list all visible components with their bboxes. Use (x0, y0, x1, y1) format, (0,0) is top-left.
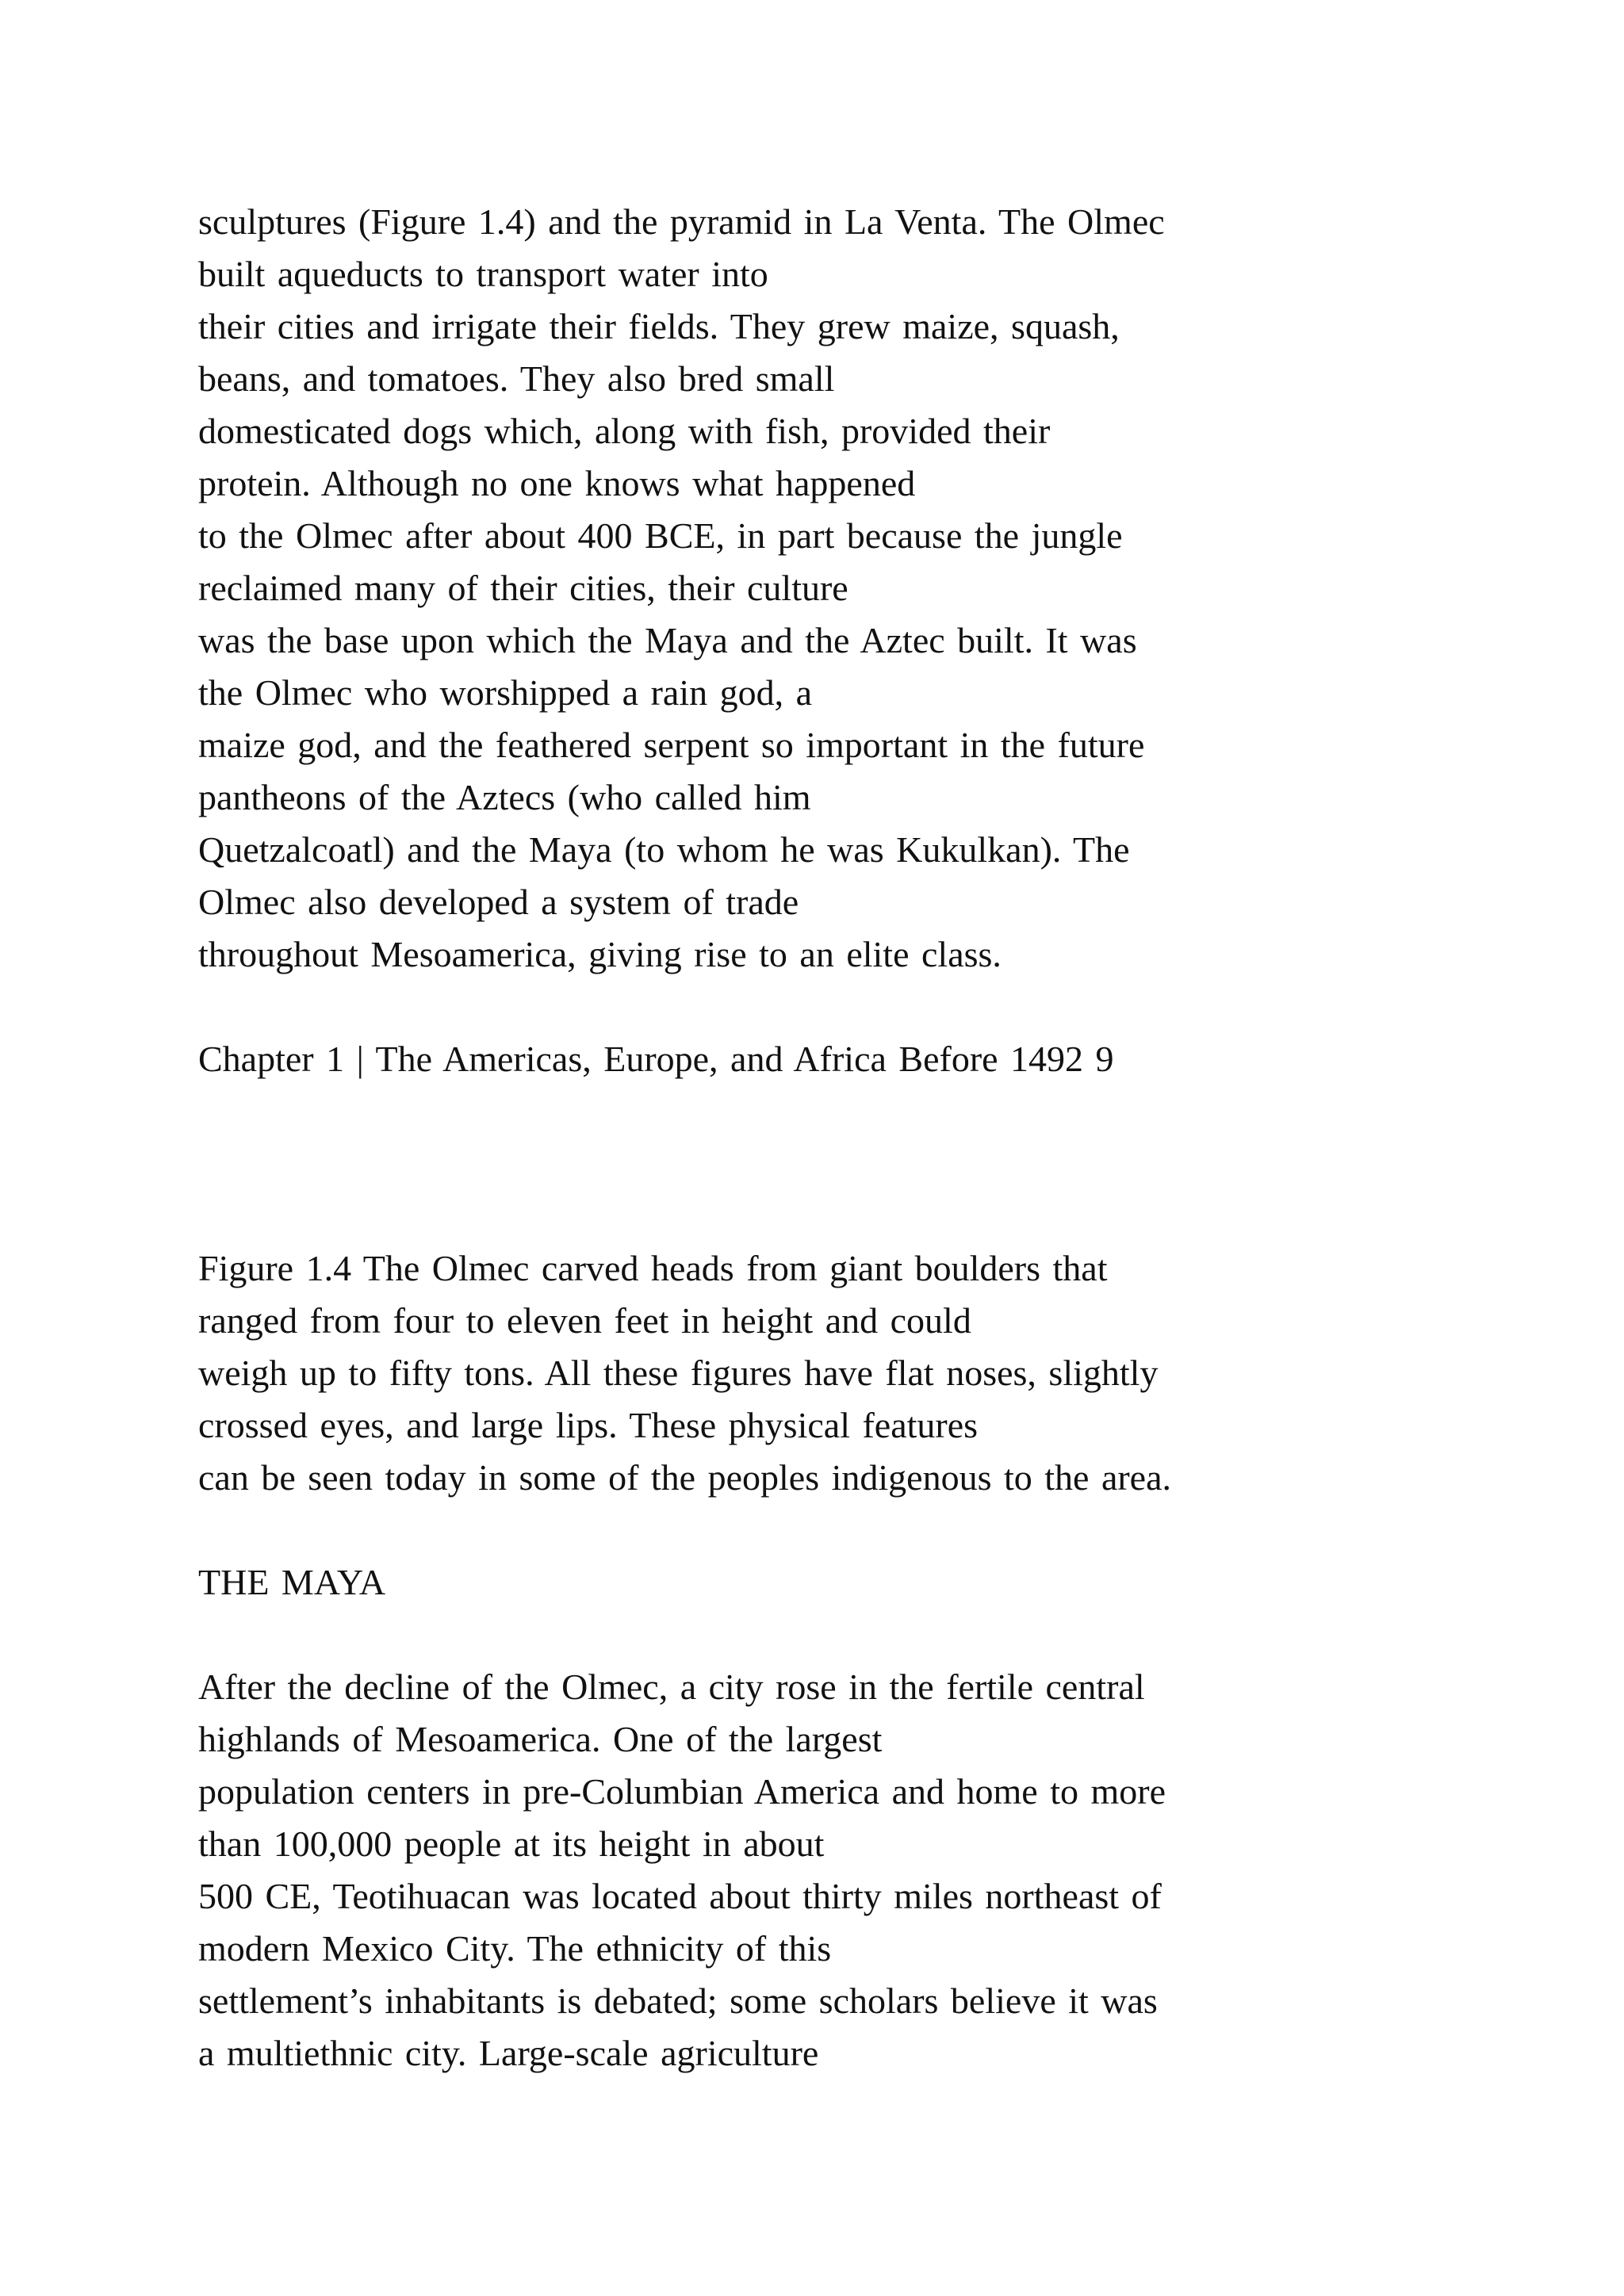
text-line: highlands of Mesoamerica. One of the largest (198, 1719, 883, 1759)
running-footer (198, 1033, 1546, 1085)
text-line: pantheons of the Aztecs (who called him (198, 777, 811, 817)
body-paragraph-olmec (198, 196, 1546, 981)
body-paragraph-maya (198, 1661, 1546, 2080)
caption-line: can be seen today in some of the peoples indigenous to the area. (198, 1457, 1172, 1498)
figure-caption (198, 1242, 1546, 1504)
section-heading (198, 1556, 1546, 1609)
text-line: their cities and irrigate their fields. They grew maize, squash, (198, 306, 1120, 346)
text-line: After the decline of the Olmec, a city rose in the fertile central (198, 1667, 1145, 1707)
text-line: Olmec also developed a system of trade (198, 882, 799, 922)
text-line: the Olmec who worshipped a rain god, a (198, 672, 813, 713)
text-line: modern Mexico City. The ethnicity of this (198, 1928, 832, 1969)
text-line: settlement’s inhabitants is debated; some scholars believe it was (198, 1980, 1158, 2021)
caption-line: ranged from four to eleven feet in height and could (198, 1300, 971, 1341)
text-line: than 100,000 people at its height in about (198, 1823, 825, 1864)
text-line: sculptures (Figure 1.4) and the pyramid in La Venta. The Olmec (198, 201, 1165, 242)
text-line: beans, and tomatoes. They also bred small (198, 358, 835, 399)
text-line: 500 CE, Teotihuacan was located about thirty miles northeast of (198, 1876, 1162, 1916)
text-line: throughout Mesoamerica, giving rise to an elite class. (198, 934, 1002, 974)
text-line: population centers in pre-Columbian America and home to more (198, 1771, 1166, 1812)
text-line: maize god, and the feathered serpent so important in the future (198, 725, 1145, 765)
heading-line: THE MAYA (198, 1562, 386, 1602)
text-line: reclaimed many of their cities, their culture (198, 568, 848, 608)
text-line: domesticated dogs which, along with fish, provided their (198, 411, 1051, 451)
text-line: to the Olmec after about 400 BCE, in part because the jungle (198, 515, 1123, 556)
text-line: built aqueducts to transport water into (198, 254, 768, 294)
footer-line: Chapter 1 | The Americas, Europe, and Africa Before 1492 9 (198, 1039, 1114, 1079)
text-line: was the base upon which the Maya and the Aztec built. It was (198, 620, 1137, 660)
caption-line: weigh up to fifty tons. All these figures have flat noses, slightly (198, 1353, 1159, 1393)
text-line: a multiethnic city. Large-scale agriculture (198, 2033, 819, 2073)
text-line: Quetzalcoatl) and the Maya (to whom he was Kukulkan). The (198, 829, 1130, 870)
caption-line: crossed eyes, and large lips. These physical features (198, 1405, 979, 1445)
caption-line: Figure 1.4 The Olmec carved heads from giant boulders that (198, 1248, 1108, 1288)
text-line: protein. Although no one knows what happened (198, 463, 916, 503)
